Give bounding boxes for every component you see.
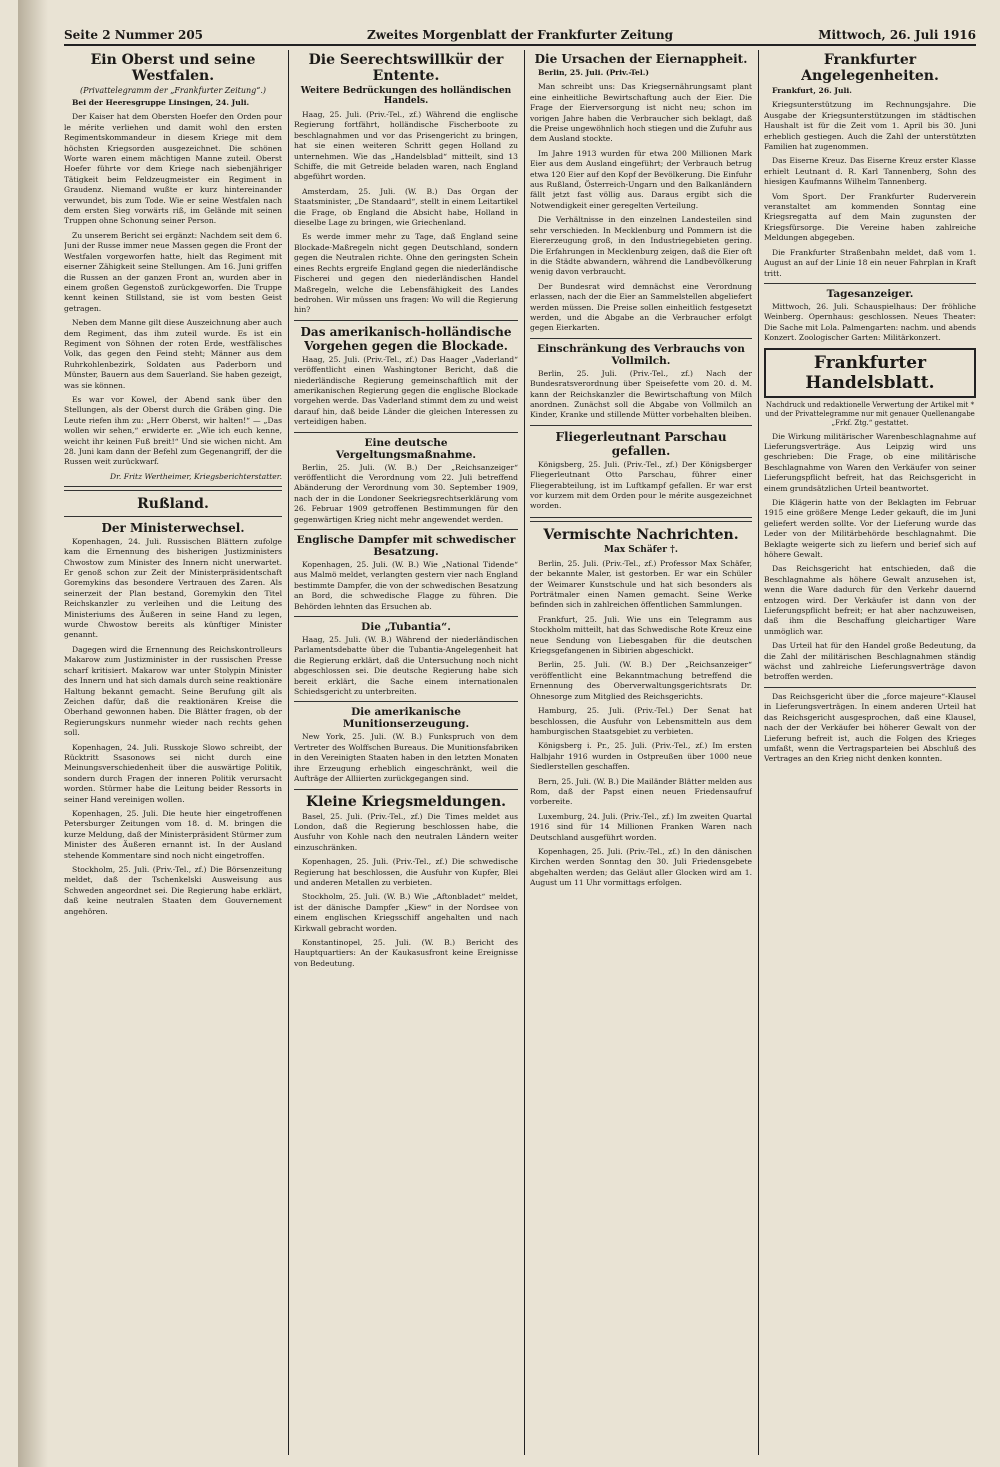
- article-dateline: Bei der Heeresgruppe Linsingen, 24. Juli.: [72, 98, 250, 107]
- handelsblatt-banner: Frankfurter Handelsblatt.: [764, 348, 976, 398]
- article-dateline: Frankfurt, 26. Juli.: [772, 86, 852, 95]
- column-2: [294, 50, 518, 1457]
- article-title: Eine deutsche Vergeltungsmaßnahme.: [335, 436, 477, 461]
- article-paragraph: Neben dem Manne gilt diese Auszeichnung aber auch dem Regiment, das ihm zuteil wurde. Es ist ein Regiment von Söhnen der roten Erde, westfälisches Volk, das gegen den Feind steht; Männer aus dem Ruhrkohlenbezirk, Soldaten aus Paderborn und Münster, Bauern aus dem Sauerland. Sie haben gezeigt, was sie können.: [64, 318, 282, 390]
- banner-subtitle: Nachdruck und redaktionelle Verwertung der Artikel mit * und der Privattelegramme nur mit genauer Quellenangabe „Frkf. Ztg.“ gestattet.: [765, 400, 975, 427]
- divider: [294, 616, 518, 617]
- divider: [294, 701, 518, 702]
- column-rule: [288, 50, 289, 1455]
- article-paragraph: Bern, 25. Juli. (W. B.) Die Mailänder Blätter melden aus Rom, daß der Papst einen neuen Friedensaufruf vorbereite.: [530, 776, 752, 807]
- article-paragraph: Kopenhagen, 24. Juli. Russkoje Slowo schreibt, der Rücktritt Ssasonows sei nicht durch eine Meinungsverschiedenheit über die auswärtige Politik, sondern durch Fragen der inneren Politik verursacht worden. Stürmer habe die Leitung beider Ressorts in seiner Hand vereinigen wollen.: [64, 742, 282, 804]
- article-paragraph: Konstantinopel, 25. Juli. (W. B.) Bericht des Hauptquartiers: An der Kaukasusfront keine Ereignisse von Bedeutung.: [294, 937, 518, 968]
- article-subtitle: Weitere Bedrückungen des holländischen Handels.: [300, 86, 512, 106]
- article-paragraph: Vom Sport. Der Frankfurter Ruderverein veranstaltet am kommenden Sonntag eine Kriegsregatta auf dem Main zugunsten der Kriegsfürsorge. Die Vereine haben zahlreiche Meldungen abgegeben.: [764, 191, 976, 243]
- article-title: Der Ministerwechsel.: [101, 520, 245, 535]
- column-rule: [758, 50, 759, 1455]
- article-paragraph: Berlin, 25. Juli. (Priv.-Tel., zf.) Nach der Bundesratsverordnung über Speisefette vom 20. d. M. kann der Reichskanzler die Bewirtschaftung von Milch anordnen. Zunächst soll die Abgabe von Vollmilch an Kinder, Kranke und stillende Mütter vorbehalten bleiben.: [530, 368, 752, 420]
- article-title: Ein Oberst und seine Westfalen.: [90, 52, 256, 84]
- article-signature: Dr. Fritz Wertheimer, Kriegsberichterstatter.: [110, 471, 282, 481]
- article-paragraph: Königsberg i. Pr., 25. Juli. (Priv.-Tel., zf.) Im ersten Halbjahr 1916 wurden in Ostpreußen über 1000 neue Siedlerstellen geschaffen.: [530, 741, 752, 772]
- article-paragraph: Kriegsunterstützung im Rechnungsjahre. Die Ausgabe der Kriegsunterstützungen im städtischen Haushalt ist für die Zeit vom 1. April bis 30. Juni erheblich gestiegen. Auch die Zahl der unterstützten Familien hat zugenommen.: [764, 100, 976, 152]
- article-paragraph: New York, 25. Juli. (W. B.) Funkspruch von dem Vertreter des Wolffschen Bureaus. Die Munitionsfabriken in den Vereinigten Staaten haben in den letzten Monaten ihre Erzeugung erheblich eingeschränkt, weil die Aufträge der Alliierten zurückgegangen sind.: [294, 732, 518, 784]
- article-paragraph: Amsterdam, 25. Juli. (W. B.) Das Organ der Staatsminister, „De Standaard“, stellt in einem Leitartikel die Frage, ob England die Absicht habe, Holland in dieselbe Lage zu bringen, wie Griechenland.: [294, 186, 518, 228]
- page-header: [64, 26, 976, 46]
- article-paragraph: Die Verhältnisse in den einzelnen Landesteilen sind sehr verschieden. In Mecklenburg und Pommern ist die Eiererzeugung groß, in den Industriegebieten gering. Die Erfahrungen in Mecklenburg zeigen, daß die Eier oft in die Städte abwandern, während die Landbevölkerung wenig davon verbraucht.: [530, 215, 752, 277]
- divider: [530, 425, 752, 426]
- article-paragraph: Haag, 25. Juli. (Priv.-Tel., zf.) Während die englische Regierung fortfährt, holländische Fischerboote zu beschlagnahmen und vor das Prisengericht zu bringen, hat sie einen weiteren Schritt gegen Holland zu unternehmen. Wie das „Handelsblad“ mitteilt, sind 13 Schiffe, die mit Getreide beladen waren, nach England abgeführt worden.: [294, 110, 518, 182]
- article-dateline: Berlin, 25. Juli. (Priv.-Tel.): [538, 68, 649, 77]
- divider: [294, 529, 518, 530]
- article-paragraph: Luxemburg, 24. Juli. (Priv.-Tel., zf.) Im zweiten Quartal 1916 sind für 14 Millionen Franken Waren nach Deutschland ausgeführt worden.: [530, 811, 752, 842]
- article-paragraph: Berlin, 25. Juli. (W. B.) Der „Reichsanzeiger“ veröffentlicht die Verordnung vom 22. Juli betreffend Abänderung der Verordnung vom 30. September 1909, nach der in die Londoner Seekriegsrechtserklärung vom 26. Februar 1909 getroffenen Bestimmungen für den gegenwärtigen Krieg nicht mehr angewendet werden.: [294, 462, 518, 524]
- article-paragraph: Haag, 25. Juli. (Priv.-Tel., zf.) Das Haager „Vaderland“ veröffentlicht einen Washingtoner Bericht, daß die niederländische Regierung gemeinschaftlich mit der amerikanischen Regierung gegen die englische Blockade vorgehen werde. Das Vaderland stimmt dem zu und weist darauf hin, daß beide Länder die gleichen Interessen zu verteidigen haben.: [294, 354, 518, 427]
- article-title: Einschränkung des Verbrauchs von Vollmilch.: [537, 342, 745, 367]
- article-paragraph: Dagegen wird die Ernennung des Reichskontrolleurs Makarow zum Justizminister in der russischen Presse scharf kritisiert. Makarow war unter Stolypin Minister des Innern und hat sich damals durch seine reaktionäre Haltung bekannt gemacht. Seine Berufung gilt als Zeichen dafür, daß die reaktionären Kreise die Oberhand gewonnen haben. Die Blätter fragen, ob der Regierungskurs nunmehr wieder nach rechts gehen soll.: [64, 644, 282, 738]
- article-paragraph: Kopenhagen, 25. Juli. (W. B.) Wie „National Tidende“ aus Malmö meldet, verlangten gestern vier nach England bestimmte Dampfer, die von der schwedischen Besatzung an Bord, die schwedische Flagge zu führen. Die Behörden lehnten das Ersuchen ab.: [294, 560, 518, 611]
- header-page-number: Seite 2 Nummer 205: [64, 28, 204, 42]
- article-title: Kleine Kriegsmeldungen.: [305, 793, 507, 810]
- divider: [294, 789, 518, 790]
- article-paragraph: Das Reichsgericht über die „force majeure“-Klausel in Lieferungsverträgen. In einem anderen Urteil hat das Reichsgericht ausgesprochen, daß eine Klausel, nach der der Verkäufer bei höherer Gewalt von der Lieferung befreit ist, auch die Folgen des Krieges umfaßt, wenn die Vertragsparteien bei Abschluß des Vertrages an den Krieg nicht denken konnten.: [764, 691, 976, 764]
- article-paragraph: Die Wirkung militärischer Warenbeschlagnahme auf Lieferungsverträge. Aus Leipzig wird uns geschrieben: Die Frage, ob eine militärische Beschlagnahme von Waren den Verkäufer von seiner Lieferungspflicht befreit, hat das Reichsgericht in einem grundsätzlichen Urteil beantwortet.: [764, 431, 976, 493]
- article-paragraph: Im Jahre 1913 wurden für etwa 200 Millionen Mark Eier aus dem Ausland eingeführt; der Verbrauch betrug etwa 120 Eier auf den Kopf der Bevölkerung. Die Einfuhr aus Rußland, Österreich-Ungarn und den Balkanländern fällt jetzt fast völlig aus. Daraus ergibt sich die Notwendigkeit einer geregelten Verteilung.: [530, 148, 752, 210]
- divider: [294, 320, 518, 321]
- divider: [764, 687, 976, 688]
- article-paragraph: Berlin, 25. Juli. (Priv.-Tel., zf.) Professor Max Schäfer, der bekannte Maler, ist gestorben. Er war ein Schüler der Weimarer Kunstschule und hat sich besonders als Porträtmaler einen Namen gemacht. Seine Werke befinden sich in zahlreichen öffentlichen Sammlungen.: [530, 558, 752, 610]
- divider: [764, 283, 976, 284]
- article-title: Frankfurter Angelegenheiten.: [801, 52, 939, 84]
- article-subtitle: Max Schäfer †.: [604, 544, 678, 555]
- article-title: Die amerikanische Munitionserzeugung.: [342, 706, 470, 731]
- page-fold-shadow: [18, 0, 48, 1467]
- article-paragraph: Kopenhagen, 24. Juli. Russischen Blättern zufolge kam die Ernennung des bisherigen Justizministers Chwostow zum Minister des Innern nicht unerwartet. Er genoß schon zur Zeit der Ministerpräsidentschaft Goremykins das besondere Vertrauen des Zaren. Als seinerzeit der Plan bestand, Goremykin den Titel Reichskanzler zu verleihen und die Leitung des Ministeriums des Äußeren in seine Hand zu legen, wurde Chwostow bereits als künftiger Minister genannt.: [64, 536, 282, 640]
- section-divider: [530, 517, 752, 522]
- article-paragraph: Der Kaiser hat dem Obersten Hoefer den Orden pour le mérite verliehen und damit wohl den ersten Regimentskommandeur in diesem Kriege mit dem höchsten Kriegsorden ausgezeichnet. Die schönen Worte waren einem mächtigen Manne zuteil. Oberst Hoefer führte vor dem Kriege nach siebenjähriger Tätigkeit beim Feldzeugmeister ein Regiment in Graudenz. Niemand wußte er kurz hintereinander verwundet, bis zum Tode. Wie er seine Westfalen nach dem ersten Sieg vorwärts riß, im Gelände mit seinen Truppen ohne Schonung seiner Person.: [64, 112, 282, 226]
- header-masthead: Zweites Morgenblatt der Frankfurter Zeitung: [367, 28, 673, 42]
- article-paragraph: Die Klägerin hatte von der Beklagten im Februar 1915 eine größere Menge Leder gekauft, die im Juni geliefert werden sollte. Vor der Lieferung wurde das Leder von der Militärbehörde beschlagnahmt. Die Beklagte weigerte sich zu liefern und berief sich auf höhere Gewalt.: [764, 497, 976, 559]
- article-paragraph: Das Eiserne Kreuz. Das Eiserne Kreuz erster Klasse erhielt Leutnant d. R. Karl Tannenberg, Sohn des hiesigen Kaufmanns Wilhelm Tannenberg.: [764, 156, 976, 187]
- column-1: [64, 50, 282, 1457]
- article-title: Die Ursachen der Eiernappheit.: [534, 52, 748, 66]
- article-paragraph: Der Bundesrat wird demnächst eine Verordnung erlassen, nach der die Eier an Sammelstellen abgeliefert werden müssen. Die Preise sollen einheitlich festgesetzt werden, und die Abgabe an die Verbraucher erfolgt gegen Eierkarten.: [530, 281, 752, 333]
- article-paragraph: Das Reichsgericht hat entschieden, daß die Beschlagnahme als höhere Gewalt anzusehen ist, wenn die Ware dadurch für den Verkehr dauernd entzogen wird. Der Verkäufer ist dann von der Lieferungspflicht befreit; er hat aber nachzuweisen, daß ihm die Beschaffung gleichartiger Ware unmöglich war.: [764, 564, 976, 636]
- column-3: [530, 50, 752, 1457]
- article-paragraph: Stockholm, 25. Juli. (W. B.) Wie „Aftonbladet“ meldet, ist der dänische Dampfer „Kiew“ in der Nordsee von einem englischen Kriegsschiff angehalten und nach Kirkwall gebracht worden.: [294, 892, 518, 933]
- article-title: Das amerikanisch-holländische Vorgehen gegen die Blockade.: [300, 324, 512, 353]
- article-paragraph: Es werde immer mehr zu Tage, daß England seine Blockade-Maßregeln nicht gegen Deutschland, sondern gegen die Neutralen richte. Ohne den geringsten Schein eines Rechts ergreife England gegen die niederländische Fischerei und gegen den niederländischen Handel Maßregeln, welche die Lebensfähigkeit des Landes bedrohen. Wir müssen uns fragen: Wo will die Regierung hin?: [294, 232, 518, 315]
- article-paragraph: Das Urteil hat für den Handel große Bedeutung, da die Zahl der militärischen Beschlagnahmen ständig wächst und zahlreiche Lieferungsverträge davon betroffen werden.: [764, 641, 976, 682]
- article-paragraph: Kopenhagen, 25. Juli. (Priv.-Tel., zf.) In den dänischen Kirchen werden Sonntag den 30. Juli Friedensgebete abgehalten werden; das Geläut aller Glocken wird am 1. August um 11 Uhr vormittags erfolgen.: [530, 846, 752, 888]
- article-title: Die Seerechtswillkür der Entente.: [308, 52, 504, 84]
- article-title: Tagesanzeiger.: [826, 287, 914, 300]
- divider: [294, 432, 518, 433]
- divider: [530, 338, 752, 339]
- article-paragraph: Frankfurt, 25. Juli. Wie uns ein Telegramm aus Stockholm mitteilt, hat das Schwedische Rote Kreuz eine neue Sendung von Liebesgaben für die deutschen Kriegsgefangenen in Sibirien abgeschickt.: [530, 614, 752, 656]
- article-paragraph: Die Frankfurter Straßenbahn meldet, daß vom 1. August an auf der Linie 18 ein neuer Fahrplan in Kraft tritt.: [764, 247, 976, 278]
- article-paragraph: Basel, 25. Juli. (Priv.-Tel., zf.) Die Times meldet aus London, daß die Regierung beschlossen habe, die Ausfuhr von Kohle nach den neutralen Ländern weiter einzuschränken.: [294, 811, 518, 852]
- article-subtitle: (Privattelegramm der „Frankfurter Zeitung“.): [79, 86, 267, 95]
- article-paragraph: Mittwoch, 26. Juli. Schauspielhaus: Der fröhliche Weinberg. Opernhaus: geschlossen. Neues Theater: Die Sache mit Lola. Palmengarten: nachm. und abends Konzert. Zoologischer Garten: Militärkonzert.: [764, 301, 976, 343]
- article-paragraph: Hamburg, 25. Juli. (Priv.-Tel.) Der Senat hat beschlossen, die Ausfuhr von Lebensmitteln aus dem hamburgischen Staatsgebiet zu verbieten.: [530, 706, 752, 736]
- article-paragraph: Stockholm, 25. Juli. (Priv.-Tel., zf.) Die Börsenzeitung meldet, daß der Tschenkelski Ausweisung aus Schweden angeordnet sei. Die Regierung habe erklärt, daß keine neutralen Staaten dem Gouvernement angehören.: [64, 865, 282, 916]
- article-paragraph: Berlin, 25. Juli. (W. B.) Der „Reichsanzeiger“ veröffentlicht eine Bekanntmachung betreffend die Ernennung des Oberverwaltungsgerichtsrats Dr. Ohnesorge zum Mitglied des Reichsgerichts.: [530, 660, 752, 701]
- article-title: Die „Tubantia“.: [361, 621, 451, 634]
- section-title: Vermischte Nachrichten.: [543, 526, 739, 543]
- column-4: [764, 50, 976, 1457]
- header-date: Mittwoch, 26. Juli 1916: [818, 28, 976, 42]
- article-paragraph: Es war vor Kowel, der Abend sank über den Stellungen, als der Oberst durch die Gräben ging. Die Leute riefen ihm zu: „Herr Oberst, wir halten!“ — „Das wollen wir sehen,“ erwiderte er. „Wie ich euch kenne, weicht ihr keinen Fuß breit!“ Und sie wichen nicht. Am 28. Juni kam dann der Befehl zum Gegenangriff, der die Russen weit zurückwarf.: [64, 394, 282, 467]
- article-paragraph: Kopenhagen, 25. Juli. (Priv.-Tel., zf.) Die schwedische Regierung hat beschlossen, die Ausfuhr von Kupfer, Blei und anderen Metallen zu verbieten.: [294, 857, 518, 887]
- article-paragraph: Haag, 25. Juli. (W. B.) Während der niederländischen Parlamentsdebatte über die Tubantia-Angelegenheit hat die Regierung erklärt, daß die Untersuchung noch nicht abgeschlossen sei. Die deutsche Regierung habe sich bereit erklärt, die Sache einem internationalen Schiedsgericht zu unterbreiten.: [294, 635, 518, 697]
- section-divider: [64, 486, 282, 491]
- divider: [64, 516, 282, 517]
- article-title: Fliegerleutnant Parschau gefallen.: [555, 429, 727, 458]
- section-title: Rußland.: [137, 495, 209, 512]
- article-title: Englische Dampfer mit schwedischer Besatzung.: [296, 534, 516, 558]
- article-paragraph: Kopenhagen, 25. Juli. Die heute hier eingetroffenen Petersburger Zeitungen vom 18. d. M. bringen die kurze Meldung, daß der Ministerpräsident Stürmer zum Minister des Äußeren ernannt ist. In der Ausland stehende Kommentare sind noch nicht eingetroffen.: [64, 808, 282, 860]
- article-paragraph: Zu unserem Bericht sei ergänzt: Nachdem seit dem 6. Juni der Russe immer neue Massen gegen die Front der Westfalen vorgeworfen hatte, hielt das Regiment mit eiserner Zähigkeit seine Stellungen. Am 16. Juni griffen die Russen an der ganzen Front an, wurden aber in einem großen Gegenstoß zurückgeworfen. Die Truppe kennt keinen Stillstand, sie ist vom besten Geist getragen.: [64, 230, 282, 313]
- article-paragraph: Königsberg, 25. Juli. (Priv.-Tel., zf.) Der Königsberger Fliegerleutnant Otto Parschau, führer einer Fliegerabteilung, ist im Luftkampf gefallen. Er war erst vor kurzem mit dem Orden pour le mérite ausgezeichnet worden.: [530, 459, 752, 511]
- column-rule: [524, 50, 525, 1455]
- article-paragraph: Man schreibt uns: Das Kriegsernährungsamt plant eine einheitliche Bewirtschaftung auch der Eier. Die Frage der Eierversorgung ist nicht neu; schon im vorigen Jahre haben die Verbraucher sich beklagt, daß die Preise ungewöhnlich hoch stiegen und die Zufuhr aus dem Ausland stockte.: [530, 82, 752, 144]
